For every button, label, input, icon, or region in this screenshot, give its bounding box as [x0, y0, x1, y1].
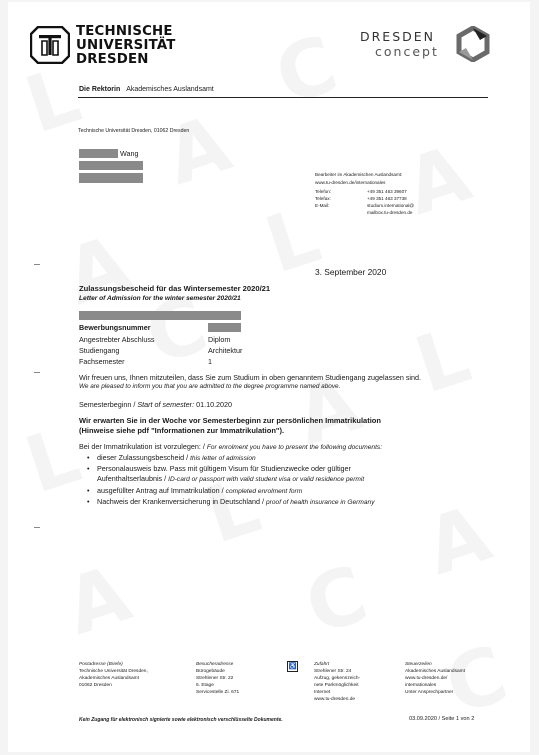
letter-page	[8, 2, 530, 752]
footer-line: Unter Ansprechpartner	[405, 689, 454, 695]
document-item	[87, 486, 303, 495]
document-item	[87, 453, 256, 462]
footer-line: 6. Etage	[196, 682, 214, 688]
document-item	[87, 497, 375, 506]
footer-line: Aufzug, gekennzeich-	[314, 675, 361, 681]
footer-heading: Steuerzeilen	[405, 662, 432, 667]
dresden-concept-logo	[360, 30, 439, 59]
subject-de: Zulassungsbescheid für das Wintersemester 2020/21	[79, 284, 271, 293]
fold-mark	[34, 372, 40, 373]
logo-line: TECHNISCHE	[76, 24, 173, 39]
recipient-name: Wang	[120, 149, 139, 158]
wheelchair-icon: ♿	[288, 663, 297, 670]
watermark	[267, 25, 346, 117]
fax-value: +49 351 463 37738	[367, 195, 407, 201]
detail-label: Fachsemester	[79, 357, 125, 366]
document-de: dieser Zulassungsbescheid /	[97, 453, 189, 462]
bullet-icon: •	[87, 486, 90, 495]
contact-heading: Bearbeiter im Akademischen Auslandsamt:	[315, 172, 403, 177]
redacted-block	[79, 311, 241, 320]
footer-visitor-address	[196, 662, 239, 697]
footer-line: Akademisches Auslandsamt	[79, 675, 139, 681]
tud-shield-icon	[30, 26, 70, 64]
subject-en: Letter of Admission for the winter semester 2020/21	[79, 295, 241, 302]
office-department: Akademisches Auslandsamt	[126, 86, 214, 93]
document-de: Nachweis der Krankenversicherung in Deutschland /	[97, 497, 264, 506]
document-item-continued	[97, 474, 364, 483]
footer-line: Internet	[314, 689, 331, 695]
intro-en: We are pleased to inform you that you are admitted to the degree programme named above.	[79, 383, 341, 390]
document-en: ID-card or passport with valid student visa or valid residence permit	[168, 476, 365, 483]
footer-heading: Postadresse (Briefe)	[79, 662, 123, 667]
detail-value: Diplom	[208, 335, 231, 344]
detail-value: 1	[208, 357, 212, 366]
footer-line: www.tu-dresden.de	[314, 696, 356, 702]
redacted-name	[79, 149, 118, 158]
document-de: Aufenthaltserlaubnis /	[97, 474, 167, 483]
footer-office-info	[405, 662, 465, 697]
semester-start-label-de: Semesterbeginn /	[79, 400, 136, 409]
detail-value: Architektur	[208, 346, 243, 355]
application-number-label: Bewerbungsnummer	[79, 323, 151, 332]
footer-line: 01062 Dresden	[79, 682, 112, 688]
letter-date: 3. September 2020	[315, 267, 387, 277]
header-rule	[78, 97, 488, 98]
redacted-address-line	[79, 161, 143, 170]
document-en: proof of health insurance in Germany	[266, 499, 375, 506]
watermark	[17, 416, 88, 506]
footer-line: Bürogebäude	[196, 668, 225, 674]
detail-label: Angestrebter Abschluss	[79, 335, 155, 344]
footer-line: Technische Universität Dresden,	[79, 668, 148, 674]
footer-line: nete Parkmöglichkeit	[314, 682, 359, 688]
office-line	[79, 86, 214, 93]
semester-start-label-en: Start of semester:	[137, 400, 195, 409]
watermark	[57, 225, 139, 318]
footer-line: Strehlener Str. 22	[196, 675, 234, 681]
contact-block	[315, 172, 415, 217]
watermark	[407, 316, 478, 406]
document-item	[87, 464, 351, 473]
redacted-application-number	[208, 323, 241, 332]
footer-heading: Zufahrt	[314, 662, 330, 667]
contact-website: www.tu-dresden.de/internationales	[315, 180, 386, 186]
redacted-address-line	[79, 173, 143, 183]
footer-access	[314, 662, 360, 704]
email-label: E-Mail:	[315, 202, 330, 208]
concept-logo-word: concept	[375, 44, 439, 59]
document-en: completed enrolment form	[225, 488, 303, 495]
concept-hexagon-icon	[455, 26, 491, 62]
bullet-icon: •	[87, 464, 90, 473]
enrolment-notice-line: Wir erwarten Sie in der Woche vor Semesterbeginn zur persönlichen Immatrikulation	[79, 416, 381, 425]
email-value: studium.international@	[367, 202, 415, 208]
fold-mark	[34, 527, 40, 528]
logo-line: DRESDEN	[76, 52, 149, 67]
phone-value: +49 351 463 39607	[367, 188, 407, 194]
intro-de: Wir freuen uns, Ihnen mitzuteilen, dass Sie zum Studium in oben genanntem Studiengang zugelassen sind.	[79, 373, 422, 382]
footer-line: Akademisches Auslandsamt	[405, 668, 465, 674]
concept-logo-word: DRESDEN	[360, 29, 436, 44]
email-value-line2: mailbox.tu-dresden.de	[367, 209, 413, 215]
semester-start-date: 01.10.2020	[196, 400, 233, 409]
fax-label: Telefax:	[315, 195, 331, 201]
watermark	[157, 105, 239, 198]
enrolment-notice-line: (Hinweise siehe pdf "Informationen zur Immatrikulation").	[79, 426, 285, 435]
fold-mark	[34, 264, 40, 265]
phone-label: Telefon:	[315, 188, 332, 194]
logo-line: UNIVERSITÄT	[76, 38, 176, 53]
documents-intro-en: For enrolment you have to present the following documents:	[206, 444, 383, 451]
detail-label: Studiengang	[79, 346, 120, 355]
bullet-icon: •	[87, 497, 90, 506]
sender-line: Technische Universität Dresden, 01062 Dresden	[78, 128, 190, 134]
footer-line: internationales	[405, 682, 437, 688]
footer-line: Strehlener Str. 24	[314, 668, 352, 674]
footer-heading: Besucheradresse	[196, 662, 234, 667]
documents-intro	[79, 442, 382, 451]
footer-line: Servicestelle Zi. 671	[196, 689, 240, 695]
document-de: Personalausweis bzw. Pass mit gültigem Visum für Studienzwecke oder gültiger	[97, 464, 351, 473]
watermark	[417, 495, 499, 588]
document-de: ausgefüllter Antrag auf Immatrikulation /	[97, 486, 224, 495]
office-title: Die Rektorin	[79, 86, 121, 93]
documents-intro-de: Bei der Immatrikulation ist vorzulegen: /	[79, 442, 205, 451]
bullet-icon: •	[87, 453, 90, 462]
footer-postal-address	[79, 662, 148, 690]
watermark	[57, 555, 139, 648]
semester-start	[79, 400, 232, 409]
document-en: this letter of admission	[190, 455, 256, 462]
watermark	[297, 555, 376, 647]
footer-notice: Kein Zugang für elektronisch signierte sowie elektronisch verschlüsselte Dokumente.	[79, 717, 283, 723]
footer-line: www.tu-dresden.de/	[405, 675, 448, 681]
page-info: 03.09.2020 / Seite 1 von 2	[409, 716, 475, 722]
